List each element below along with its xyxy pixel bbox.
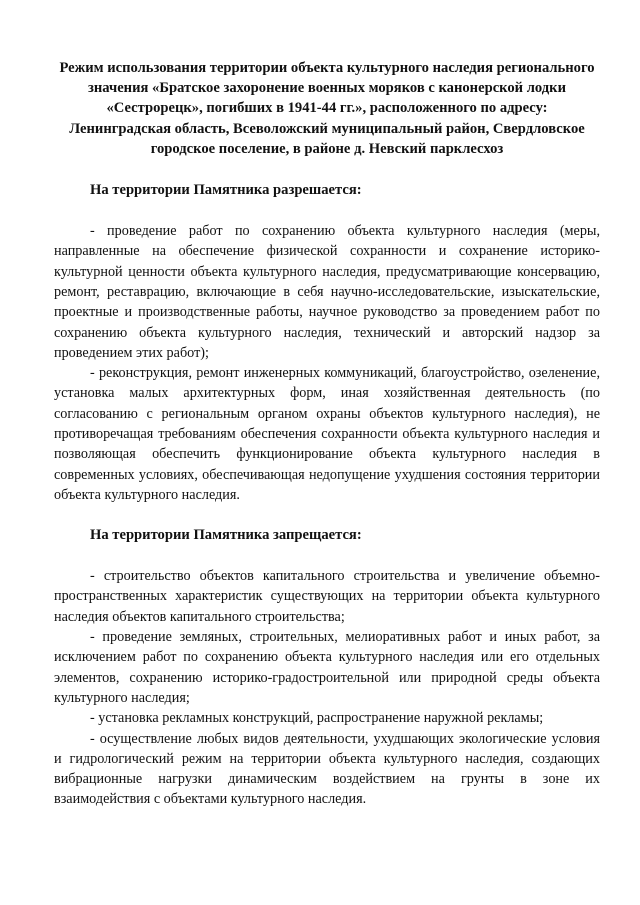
document-page [54,58,600,810]
forbidden-list [54,566,600,810]
forbidden-item: - установка рекламных конструкций, распространение наружной рекламы; [90,710,544,727]
forbidden-item: - проведение земляных, строительных, мелиоративных работ и иных работ, за исключением работ по сохранению объекта культурного наследия или его отдельных элементов, сохранению историко-градостроительной или природной среды объекта культурного наследия; [54,629,600,706]
forbidden-heading: На территории Памятника запрещается: [90,527,362,544]
forbidden-item: - осуществление любых видов деятельности, ухудшающих экологические условия и гидрологический режим на территории объекта культурного наследия, создающих вибрационные нагрузки динамическим воздействием на грунты в зоне их взаимодействия с объектами культурного наследия. [54,730,600,808]
document-title: Режим использования территории объекта культурного наследия регионального значения «Братское захоронение военных моряков с канонерской лодки «Сестрорецк», погибших в 1941-44 гг.», расположенного по адресу: Ленинградская область, Всеволожский муниципальный район, Свердловское городское поселение, в районе д. Невский парклесхоз [59,60,595,157]
allowed-list [54,221,600,505]
allowed-item: - проведение работ по сохранению объекта культурного наследия (меры, направленные на обеспечение физической сохранности и сохранение историко-культурной ценности объекта культурного наследия, предусматривающие консервацию, ремонт, реставрацию, включающие в себя научно-исследовательские, изыскательские, проектные и производственные работы, научное руководство за проведением работ по сохранению объекта культурного наследия, технический и авторский надзор за проведением этих работ); [54,223,600,361]
forbidden-item: - строительство объектов капитального строительства и увеличение объемно-пространственных характеристик существующих на территории объекта культурного наследия объектов капитального строительства; [54,568,600,625]
allowed-heading: На территории Памятника разрешается: [90,182,362,199]
allowed-item: - реконструкция, ремонт инженерных коммуникаций, благоустройство, озеленение, установка малых архитектурных форм, иная хозяйственная деятельность (по согласованию с региональным органом охраны объектов культурного наследия), не противоречащая требованиям обеспечения сохранности объекта культурного наследия и позволяющая обеспечить функционирование объекта культурного наследия в современных условиях, обеспечивающая недопущение ухудшения состояния территории объекта культурного наследия. [54,365,600,503]
